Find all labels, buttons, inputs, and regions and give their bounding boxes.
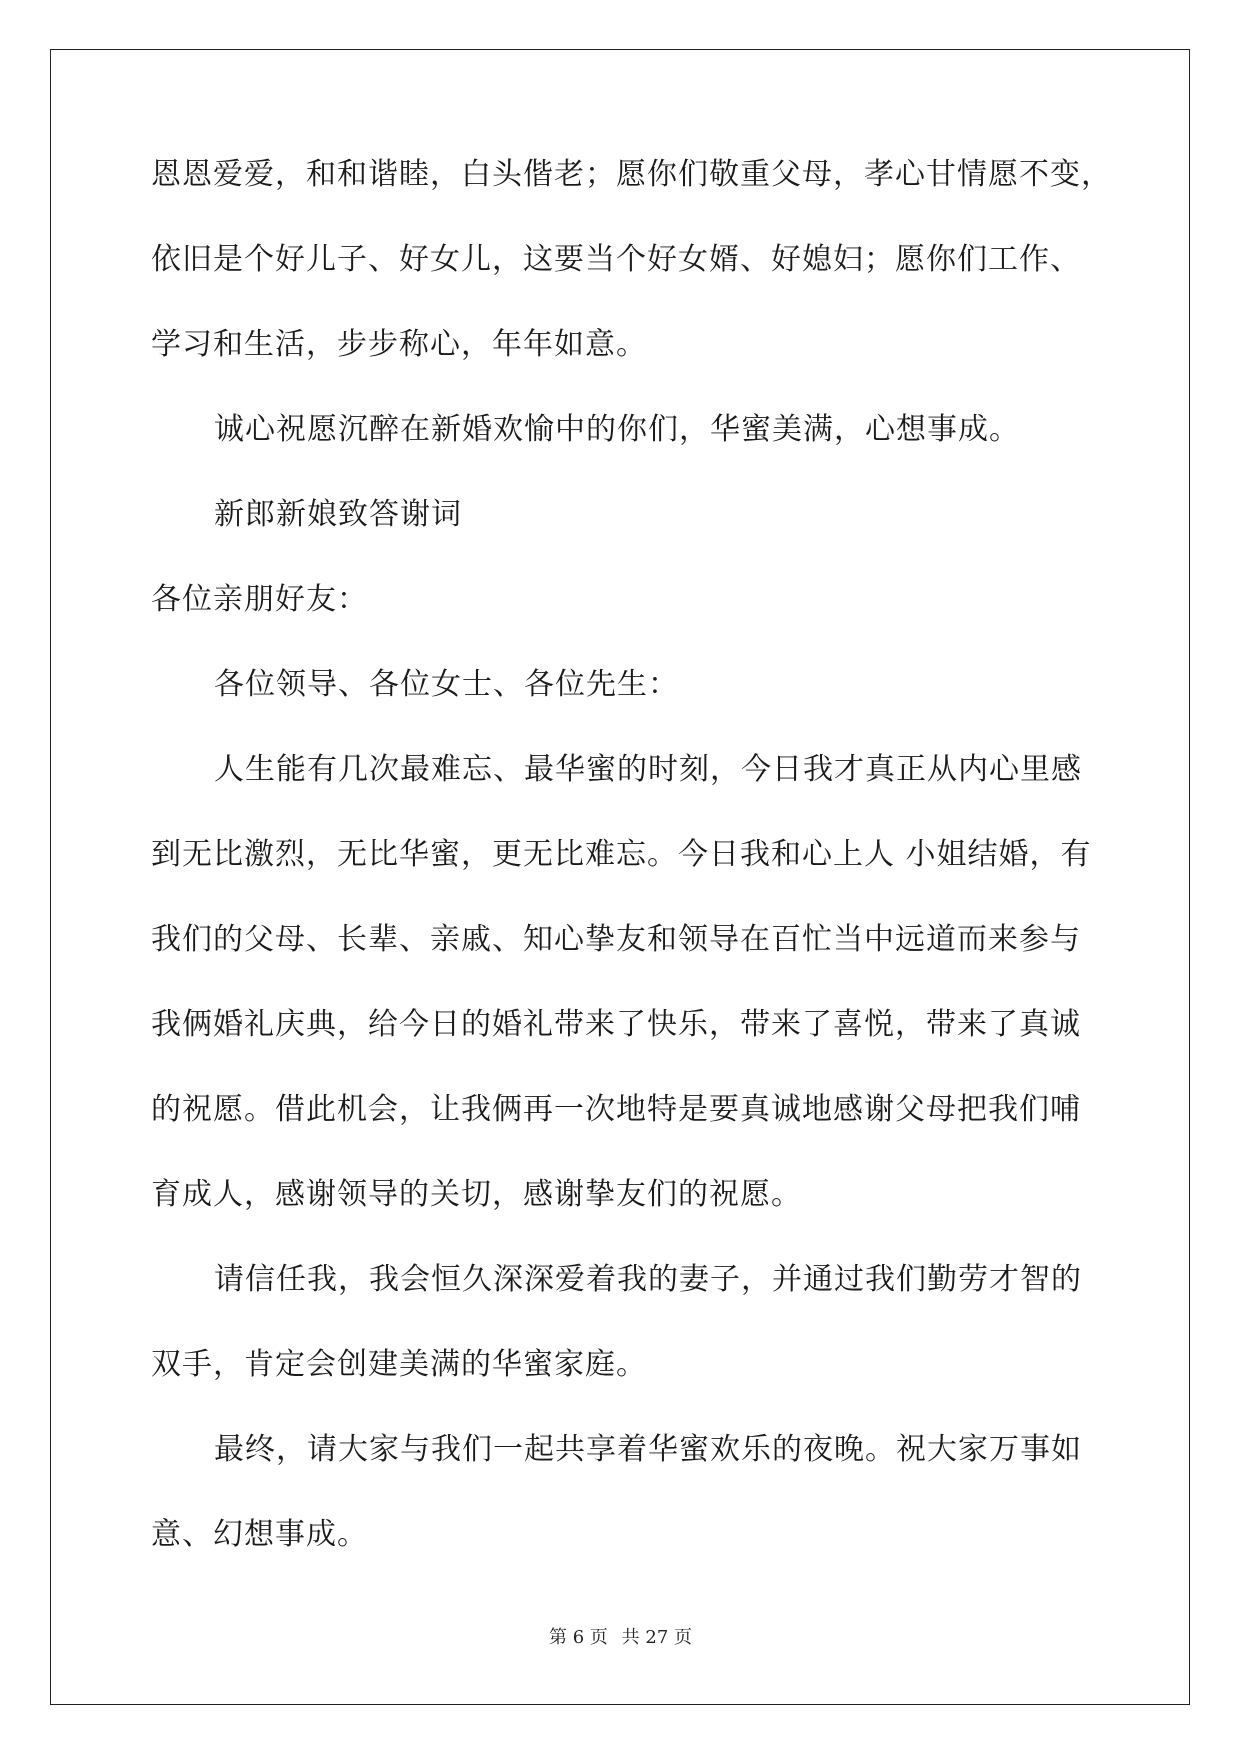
document-body [151, 157, 1112, 1605]
paragraph-line: 到无比激烈，无比华蜜，更无比难忘。今日我和心上人 小姐结婚，有 [151, 837, 1092, 872]
salutation: 各位亲朋好友： [151, 582, 368, 617]
paragraph-line: 人生能有几次最难忘、最华蜜的时刻，今日我才真正从内心里感 [214, 752, 1082, 787]
paragraph-line: 的祝愿。借此机会，让我俩再一次地特是要真诚地感谢父母把我们哺 [151, 1092, 1081, 1127]
paragraph-line: 育成人，感谢领导的关切，感谢挚友们的祝愿。 [151, 1177, 802, 1212]
salutation: 各位领导、各位女士、各位先生： [214, 667, 679, 702]
paragraph-line: 请信任我，我会恒久深深爱着我的妻子，并通过我们勤劳才智的 [214, 1262, 1082, 1297]
page-total: 共 27 页 [621, 1627, 692, 1648]
page-footer [0, 1623, 1241, 1649]
paragraph-line: 学习和生活，步步称心，年年如意。 [151, 327, 647, 362]
paragraph-line: 意、幻想事成。 [151, 1517, 368, 1552]
page-number: 第 6 页 [549, 1627, 608, 1648]
section-heading: 新郎新娘致答谢词 [214, 497, 462, 532]
paragraph-line: 诚心祝愿沉醉在新婚欢愉中的你们，华蜜美满，心想事成。 [214, 412, 1020, 447]
paragraph-line: 依旧是个好儿子、好女儿，这要当个好女婿、好媳妇；愿你们工作、 [151, 242, 1081, 277]
paragraph-line: 我们的父母、长辈、亲戚、知心挚友和领导在百忙当中远道而来参与 [151, 922, 1081, 957]
paragraph-line: 双手，肯定会创建美满的华蜜家庭。 [151, 1347, 647, 1382]
paragraph-line: 最终，请大家与我们一起共享着华蜜欢乐的夜晚。祝大家万事如 [214, 1432, 1082, 1467]
paragraph-line: 我俩婚礼庆典，给今日的婚礼带来了快乐，带来了喜悦，带来了真诚 [151, 1007, 1081, 1042]
paragraph-line: 恩恩爱爱，和和谐睦，白头偕老；愿你们敬重父母，孝心甘情愿不变， [151, 157, 1112, 192]
